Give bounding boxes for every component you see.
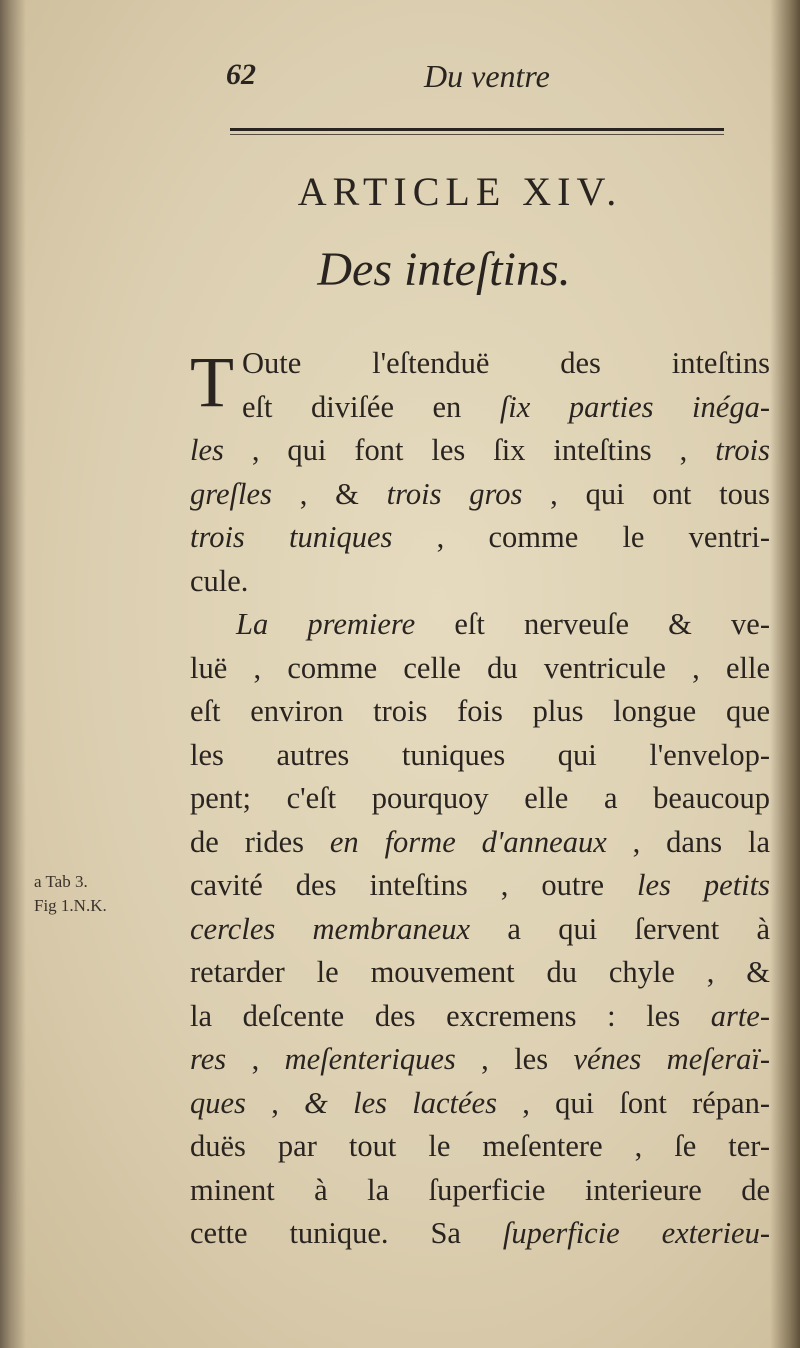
paragraph-1 — [190, 342, 770, 603]
paragraph-1-lines — [190, 342, 770, 603]
italic-text: trois tuniques — [190, 520, 393, 554]
text-line: La premiere eſt nerveuſe & ve- — [236, 607, 770, 641]
paragraph-2 — [190, 603, 770, 1256]
text-line: trois tuniques , comme le ventri- — [190, 520, 770, 554]
italic-text: ques — [190, 1085, 246, 1120]
running-head: Du ventre — [424, 58, 550, 94]
drop-cap: T — [190, 342, 234, 422]
italic-text: arte- — [710, 998, 770, 1033]
text-line: minent à la ſuperficie interieure de — [190, 1172, 770, 1207]
text-line: retarder le mouvement du chyle , & — [190, 955, 770, 989]
italic-text: res — [190, 1042, 227, 1076]
text-line: pent; c'eſt pourquoy elle a beaucoup — [190, 781, 770, 815]
text-line: Oute l'eſtenduë des inteſtins — [241, 346, 770, 380]
text-line: de rides en forme d'anneaux , dans la — [190, 824, 771, 859]
italic-text: vénes meſeraï- — [573, 1042, 770, 1076]
italic-text: ſuperficie exterieu- — [502, 1216, 770, 1250]
italic-text: trois gros — [386, 476, 523, 511]
text-line: ques , & les lactées , qui ſont répan- — [190, 1085, 770, 1120]
text-line: greſles , & trois gros , qui ont tous — [190, 476, 770, 511]
header-rule — [230, 128, 724, 131]
text-line: eſt environ trois fois plus longue que — [190, 694, 770, 728]
margin-note-line-2: Fig 1.N.K. — [34, 896, 107, 915]
italic-text: en forme d'anneaux — [329, 824, 607, 859]
italic-text: greſles — [190, 476, 272, 511]
text-line: la deſcente des excremens : les arte- — [190, 998, 770, 1033]
text-line: luë , comme celle du ventricule , elle — [190, 650, 770, 685]
text-line: les autres tuniques qui l'envelop- — [190, 737, 770, 772]
body-text — [190, 342, 770, 1256]
text-line: res , meſenteriques , les vénes meſeraï- — [190, 1042, 770, 1076]
text-line: les , qui font les ſix inteſtins , trois — [190, 433, 770, 467]
text-line: duës par tout le meſentere , ſe ter- — [190, 1129, 770, 1163]
text-line: eſt diviſée en ſix parties inéga- — [241, 389, 770, 424]
text-line: cette tunique. Sa ſuperficie exterieu- — [190, 1216, 770, 1250]
italic-text: La premiere — [236, 607, 416, 641]
page-number: 62 — [226, 58, 256, 91]
page-header — [0, 58, 800, 102]
text-line: cule. — [190, 563, 249, 598]
margin-note-line-1: a Tab 3. — [34, 872, 88, 891]
header-rule-thin — [230, 134, 724, 135]
italic-text: les petits — [637, 868, 770, 902]
italic-text: & les lactées — [304, 1085, 497, 1120]
text-line: cercles membraneux a qui ſervent à — [190, 911, 771, 946]
italic-text: ſix parties inéga- — [499, 389, 770, 424]
italic-text: les — [190, 433, 224, 467]
article-heading: ARTICLE XIV. — [297, 169, 623, 214]
article-title: Des inteſtins. — [317, 243, 571, 296]
italic-text: meſenteriques — [284, 1042, 456, 1076]
italic-text: cercles membraneux — [190, 911, 471, 946]
italic-text: trois — [715, 433, 770, 467]
margin-note — [34, 870, 107, 918]
text-line: cavité des inteſtins , outre les petits — [190, 868, 770, 902]
